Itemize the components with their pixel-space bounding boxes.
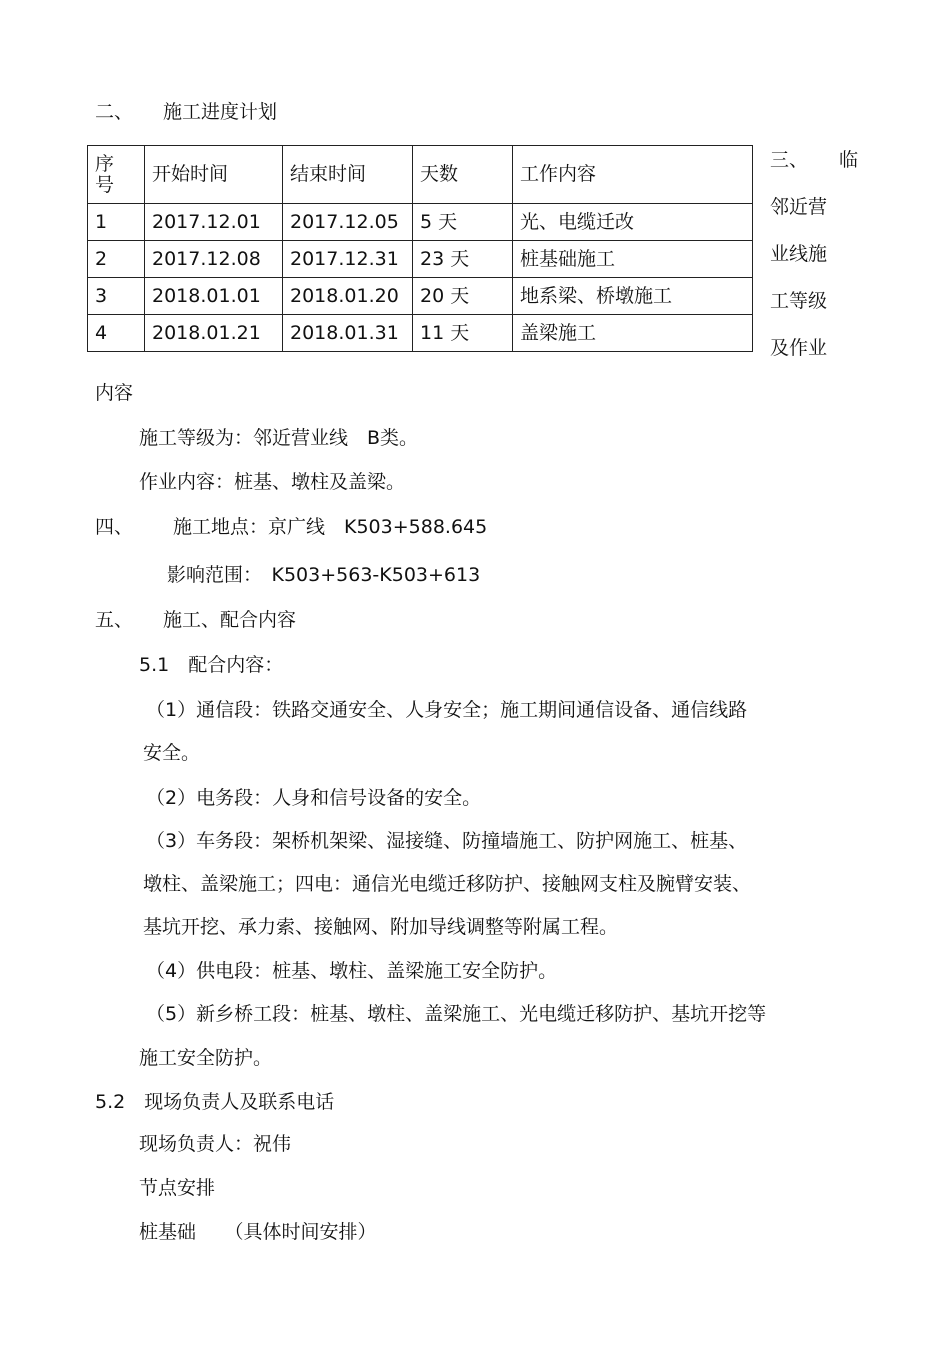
header-days: 天数 xyxy=(413,146,513,204)
header-end: 结束时间 xyxy=(283,146,413,204)
header-seq-line-1: 序 xyxy=(95,152,115,175)
cell-end: 2017.12.31 xyxy=(283,241,413,278)
section-2-title: 施工进度计划 xyxy=(163,101,278,123)
cell-seq: 4 xyxy=(88,315,145,352)
section-3-heading-column xyxy=(770,146,860,381)
header-seq xyxy=(88,146,145,204)
section-3-line-4: 工等级 xyxy=(770,290,828,312)
item-3-line-3: 基坑开挖、承力索、接触网、附加导线调整等附属工程。 xyxy=(143,916,619,938)
construction-grade: 施工等级为：邻近营业线 B类。 xyxy=(139,427,419,449)
cell-days: 11 天 xyxy=(413,315,513,352)
schedule-table xyxy=(87,145,753,352)
site-responsible: 现场负责人：祝伟 xyxy=(139,1133,292,1155)
subsection-5-1: 5.1 配合内容： xyxy=(139,654,284,676)
section-3-continuation: 内容 xyxy=(95,382,134,404)
item-4: （4）供电段：桩基、墩柱、盖梁施工安全防护。 xyxy=(146,960,558,982)
impact-range: 影响范围： K503+563-K503+613 xyxy=(167,564,481,586)
item-3-line-1: （3）车务段：架桥机架梁、湿接缝、防撞墙施工、防护网施工、桩基、 xyxy=(146,830,748,852)
cell-days: 5 天 xyxy=(413,204,513,241)
section-3-line-3: 业线施 xyxy=(770,243,828,265)
section-3-first-line xyxy=(770,146,858,193)
table-row xyxy=(88,204,753,241)
cell-work: 地系梁、桥墩施工 xyxy=(513,278,753,315)
section-4-number: 四、 xyxy=(95,516,134,538)
section-3-number: 三、 xyxy=(770,149,809,171)
section-3-line-1: 临 xyxy=(838,149,858,171)
cell-end: 2018.01.20 xyxy=(283,278,413,315)
cell-work: 桩基础施工 xyxy=(513,241,753,278)
section-5-number: 五、 xyxy=(95,609,134,631)
section-3-line-2: 邻近营 xyxy=(770,196,828,218)
cell-end: 2018.01.31 xyxy=(283,315,413,352)
cell-days: 23 天 xyxy=(413,241,513,278)
item-1-line-1: （1）通信段：铁路交通安全、人身安全；施工期间通信设备、通信线路 xyxy=(146,699,748,721)
item-2: （2）电务段：人身和信号设备的安全。 xyxy=(146,787,482,809)
cell-end: 2017.12.05 xyxy=(283,204,413,241)
item-5-line-2: 施工安全防护。 xyxy=(139,1047,273,1069)
table-row xyxy=(88,315,753,352)
cell-seq: 3 xyxy=(88,278,145,315)
header-start: 开始时间 xyxy=(145,146,283,204)
cell-start: 2018.01.01 xyxy=(145,278,283,315)
cell-start: 2017.12.01 xyxy=(145,204,283,241)
item-1-line-2: 安全。 xyxy=(143,742,201,764)
pile-foundation: 桩基础 （具体时间安排） xyxy=(139,1221,377,1243)
node-arrangement: 节点安排 xyxy=(139,1177,216,1199)
section-2-number: 二、 xyxy=(95,101,134,123)
cell-work: 光、电缆迁改 xyxy=(513,204,753,241)
item-5-line-1: （5）新乡桥工段：桩基、墩柱、盖梁施工、光电缆迁移防护、基坑开挖等 xyxy=(146,1003,767,1025)
item-3-line-2: 墩柱、盖梁施工；四电：通信光电缆迁移防护、接触网支柱及腕臂安装、 xyxy=(143,873,752,895)
construction-location: 施工地点：京广线 K503+588.645 xyxy=(173,516,488,538)
cell-start: 2018.01.21 xyxy=(145,315,283,352)
subsection-5-2: 5.2 现场负责人及联系电话 xyxy=(95,1091,335,1113)
section-5-title: 施工、配合内容 xyxy=(163,609,297,631)
work-content: 作业内容：桩基、墩柱及盖梁。 xyxy=(139,471,406,493)
cell-seq: 2 xyxy=(88,241,145,278)
table-row xyxy=(88,241,753,278)
cell-days: 20 天 xyxy=(413,278,513,315)
cell-seq: 1 xyxy=(88,204,145,241)
header-seq-line-2: 号 xyxy=(95,173,115,196)
cell-start: 2017.12.08 xyxy=(145,241,283,278)
table-header-row xyxy=(88,146,753,204)
section-3-line-5: 及作业 xyxy=(770,337,828,359)
table-row xyxy=(88,278,753,315)
cell-work: 盖梁施工 xyxy=(513,315,753,352)
header-work: 工作内容 xyxy=(513,146,753,204)
